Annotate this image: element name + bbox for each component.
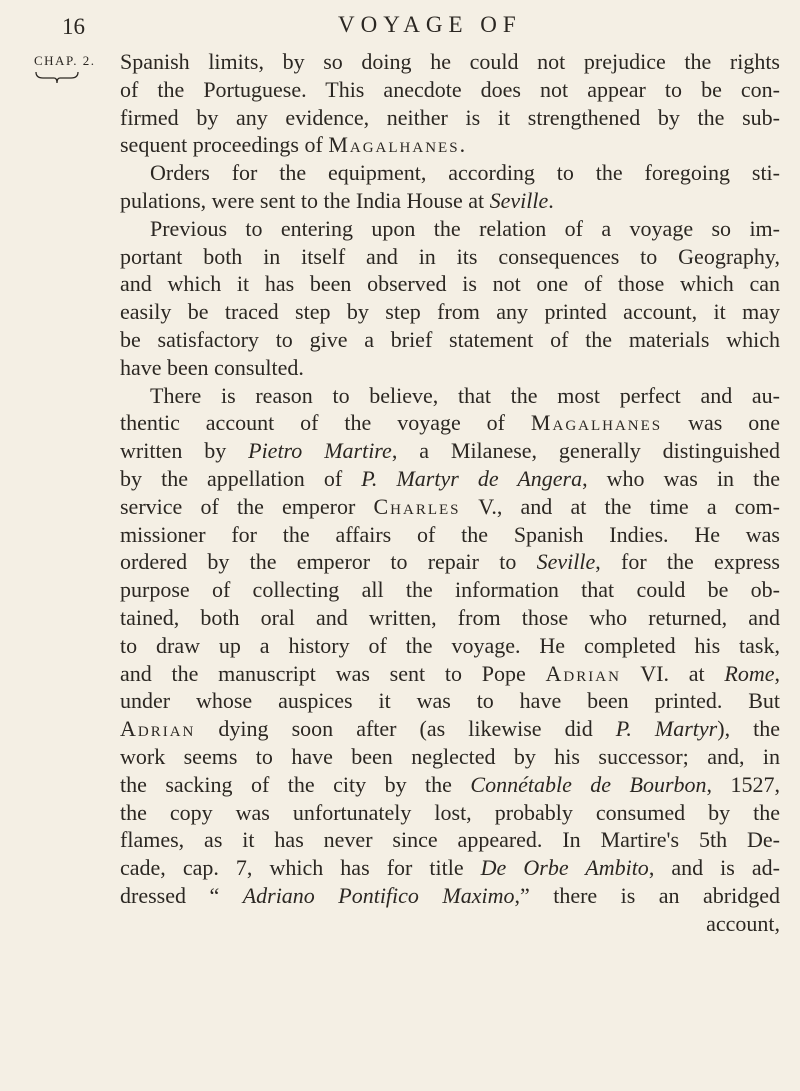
text-line: tained, both oral and written, from those who returned, and	[120, 604, 780, 630]
text-line: of the Portuguese. This anecdote does not appear to be con-	[120, 76, 780, 102]
text-line: service of the emperor Charles V., and at the time a com-	[120, 493, 780, 519]
text-line: ordered by the emperor to repair to Seville, for the express	[120, 549, 780, 575]
text-line: cade, cap. 7, which has for title De Orbe Ambito, and is ad-	[120, 855, 781, 881]
brace-icon	[35, 71, 79, 85]
text-line: flames, as it has never since appeared. In Martire's 5th De-	[120, 827, 780, 853]
text-line: easily be traced step by step from any printed account, it may	[120, 299, 780, 325]
text-line: and which it has been observed is not one of those which can	[120, 271, 780, 297]
text-line: thentic account of the voyage of Magalhanes was one	[120, 410, 780, 436]
name-adrian: Adrian	[545, 660, 621, 686]
text-line: Orders for the equipment, according to the foregoing sti-	[150, 160, 780, 186]
text-line: sequent proceedings of Magalhanes.	[120, 132, 466, 158]
text-line: firmed by any evidence, neither is it strengthened by the sub-	[120, 104, 780, 130]
name-magalhanes: Magalhanes	[530, 410, 663, 436]
name-martyr-de-angera: P. Martyr de Angera	[361, 465, 583, 491]
catchword: account,	[706, 910, 780, 936]
text-line: pulations, were sent to the India House at Seville.	[120, 187, 554, 213]
text-line: work seems to have been neglected by his successor; and, in	[120, 743, 780, 769]
text-line: There is reason to believe, that the most perfect and au-	[150, 382, 780, 408]
name-connetable-de-bourbon: Connétable de Bourbon	[470, 771, 707, 797]
text-line: purpose of collecting all the information that could be ob-	[120, 577, 780, 603]
text-line: written by Pietro Martire, a Milanese, generally distinguished	[120, 438, 781, 464]
text-line: by the appellation of P. Martyr de Angera, who was in the	[120, 465, 781, 491]
place-seville: Seville	[489, 187, 549, 213]
text-line: portant both in itself and in its consequences to Geography,	[120, 243, 780, 269]
text-line: Previous to entering upon the relation of a voyage so im-	[150, 215, 780, 241]
chapter-side-note: CHAP. 2.	[34, 53, 96, 68]
running-head: VOYAGE OF	[338, 12, 522, 37]
name-pietro-martire: Pietro Martire	[248, 438, 392, 464]
title-adriano-pontifico-maximo: Adriano Pontifico Maximo	[242, 882, 515, 908]
text-line: be satisfactory to give a brief statement of the materials which	[120, 326, 780, 352]
name-magalhanes: Magalhanes	[328, 132, 460, 158]
text-line: the sacking of the city by the Connétable de Bourbon, 1527,	[120, 771, 780, 797]
name-charles: Charles	[373, 493, 461, 519]
text-line: under whose auspices it was to have been printed. But	[120, 688, 780, 714]
place-seville: Seville	[536, 549, 596, 575]
title-de-orbe-ambito: De Orbe Ambito	[480, 855, 649, 881]
text-line: missioner for the affairs of the Spanish Indies. He was	[120, 521, 780, 547]
text-line: and the manuscript was sent to Pope Adrian VI. at Rome,	[120, 660, 780, 686]
text-line: dressed “ Adriano Pontifico Maximo,” there is an abridged	[120, 882, 780, 908]
body-text	[120, 48, 780, 938]
text-line: to draw up a history of the voyage. He completed his task,	[120, 632, 780, 658]
text-line: have been consulted.	[120, 354, 304, 380]
text-line: the copy was unfortunately lost, probably consumed by the	[120, 799, 780, 825]
name-adrian: Adrian	[120, 716, 196, 742]
name-p-martyr: P. Martyr	[615, 716, 718, 742]
text-line: Spanish limits, by so doing he could not prejudice the rights	[120, 49, 780, 74]
page-number: 16	[62, 14, 85, 39]
text-line: Adrian dying soon after (as likewise did P. Martyr), the	[120, 716, 780, 742]
place-rome: Rome	[724, 660, 775, 686]
